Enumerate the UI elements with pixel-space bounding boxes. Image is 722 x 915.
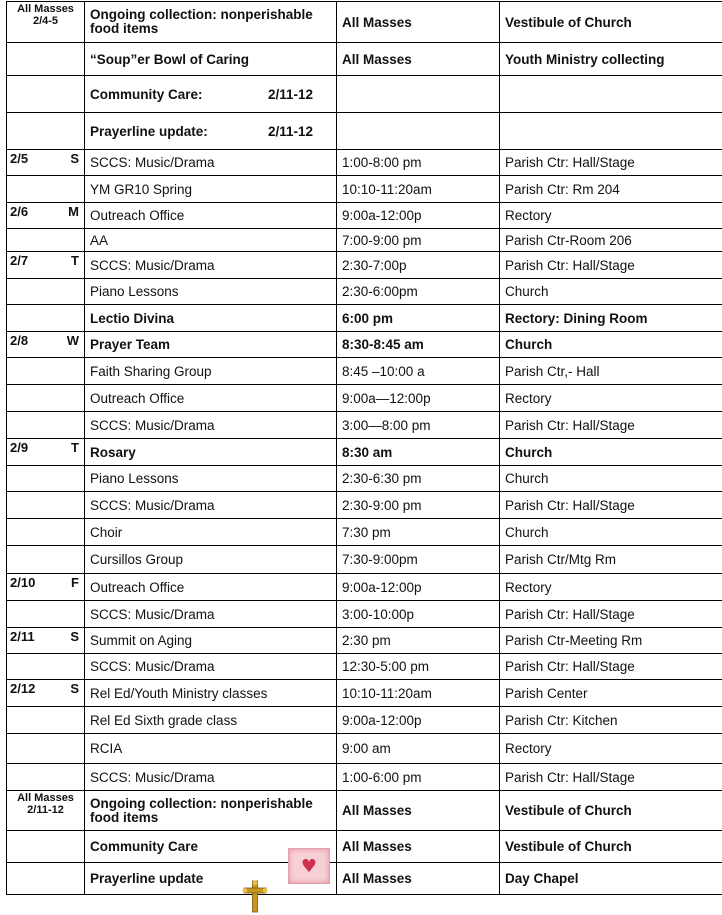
event-cell: Rel Ed Sixth grade class: [85, 707, 337, 734]
location-cell: Church: [500, 439, 722, 466]
date-cell: [7, 734, 85, 764]
location-cell: Rectory: [500, 574, 722, 601]
location-cell: Parish Ctr/Mtg Rm: [500, 546, 722, 574]
time-cell: 3:00—8:00 pm: [337, 412, 500, 439]
date-cell: [7, 546, 85, 574]
event-cell: Prayer Team: [85, 332, 337, 358]
table-row: [7, 113, 722, 150]
table-row: [7, 707, 722, 734]
event-cell: Rel Ed/Youth Ministry classes: [85, 680, 337, 707]
event-date: 2/11-12: [267, 86, 313, 102]
event-cell: SCCS: Music/Drama: [85, 654, 337, 680]
event-cell: Community Care: [85, 831, 337, 863]
event-cell: Faith Sharing Group: [85, 358, 337, 385]
date-number: 2/7: [10, 253, 29, 268]
table-row: [7, 439, 722, 466]
time-cell: All Masses: [337, 43, 500, 76]
schedule-body: [7, 2, 722, 895]
date-number: 2/8: [10, 333, 29, 348]
event-label: Community Care:: [90, 86, 203, 102]
time-cell: 2:30 pm: [337, 628, 500, 654]
table-row: [7, 150, 722, 176]
date-cell: [7, 150, 85, 176]
location-cell: Parish Ctr-Room 206: [500, 229, 722, 252]
event-cell: Outreach Office: [85, 574, 337, 601]
time-cell: 9:00a-12:00p: [337, 574, 500, 601]
time-cell: All Masses: [337, 863, 500, 895]
table-row: [7, 764, 722, 791]
masses-date-cell: All Masses 2/11-12: [7, 791, 85, 831]
location-cell: Vestibule of Church: [500, 2, 722, 43]
event-cell: Piano Lessons: [85, 279, 337, 305]
table-row: [7, 412, 722, 439]
day-letter: S: [70, 629, 79, 644]
schedule-table: [6, 1, 722, 895]
table-row: [7, 863, 722, 895]
time-cell: 1:00-8:00 pm: [337, 150, 500, 176]
date-number: 2/5: [10, 151, 29, 166]
location-cell: [500, 113, 722, 150]
location-cell: Parish Ctr: Hall/Stage: [500, 252, 722, 279]
time-cell: 9:00 am: [337, 734, 500, 764]
date-cell: [7, 43, 85, 76]
time-cell: [337, 76, 500, 113]
event-cell: Ongoing collection: nonperishable food items: [85, 791, 337, 831]
location-cell: Youth Ministry collecting: [500, 43, 722, 76]
day-letter: T: [71, 440, 79, 455]
table-row: [7, 628, 722, 654]
location-cell: Parish Ctr: Hall/Stage: [500, 492, 722, 519]
date-cell: [7, 176, 85, 203]
table-row: [7, 305, 722, 332]
date-cell: [7, 574, 85, 601]
date-cell: [7, 492, 85, 519]
location-cell: Rectory: [500, 734, 722, 764]
day-letter: M: [68, 204, 79, 219]
location-cell: Parish Ctr: Hall/Stage: [500, 412, 722, 439]
date-number: 2/12: [10, 681, 36, 696]
date-number: 2/11: [10, 629, 35, 644]
time-cell: 6:00 pm: [337, 305, 500, 332]
time-cell: 9:00a-12:00p: [337, 707, 500, 734]
event-cell: SCCS: Music/Drama: [85, 601, 337, 628]
time-cell: All Masses: [337, 831, 500, 863]
event-cell: Ongoing collection: nonperishable food items: [85, 2, 337, 43]
day-letter: T: [71, 253, 79, 268]
location-cell: Parish Ctr: Rm 204: [500, 176, 722, 203]
date-cell: [7, 203, 85, 229]
table-row: [7, 229, 722, 252]
table-row: [7, 654, 722, 680]
time-cell: 7:30 pm: [337, 519, 500, 546]
event-label: Prayerline update:: [90, 123, 208, 139]
time-cell: 7:30-9:00pm: [337, 546, 500, 574]
table-row: [7, 385, 722, 412]
date-cell: [7, 707, 85, 734]
location-cell: Church: [500, 332, 722, 358]
date-cell: [7, 519, 85, 546]
heart-icon: ♥: [288, 848, 330, 884]
location-cell: Rectory: [500, 385, 722, 412]
location-cell: Parish Ctr: Hall/Stage: [500, 150, 722, 176]
date-cell: [7, 654, 85, 680]
location-cell: Rectory: [500, 203, 722, 229]
day-letter: F: [71, 575, 79, 590]
date-cell: [7, 863, 85, 895]
table-row: [7, 176, 722, 203]
date-cell: [7, 628, 85, 654]
location-cell: Parish Ctr: Hall/Stage: [500, 764, 722, 791]
time-cell: 8:30-8:45 am: [337, 332, 500, 358]
date-cell: [7, 831, 85, 863]
event-cell: Choir: [85, 519, 337, 546]
date-cell: [7, 764, 85, 791]
table-row: [7, 332, 722, 358]
event-date: 2/11-12: [267, 123, 313, 139]
table-row: [7, 279, 722, 305]
location-cell: Parish Ctr-Meeting Rm: [500, 628, 722, 654]
table-row: [7, 76, 722, 113]
date-cell: [7, 229, 85, 252]
event-cell: SCCS: Music/Drama: [85, 492, 337, 519]
location-cell: Vestibule of Church: [500, 831, 722, 863]
day-letter: W: [66, 333, 79, 348]
date-cell: [7, 332, 85, 358]
location-cell: Parish Ctr,- Hall: [500, 358, 722, 385]
table-row: [7, 546, 722, 574]
table-row: [7, 574, 722, 601]
date-cell: [7, 412, 85, 439]
table-row: [7, 358, 722, 385]
event-cell: Rosary: [85, 439, 337, 466]
time-cell: 9:00a—12:00p: [337, 385, 500, 412]
time-cell: 8:30 am: [337, 439, 500, 466]
day-letter: S: [70, 681, 79, 696]
table-row: [7, 734, 722, 764]
location-cell: Church: [500, 519, 722, 546]
date-cell: [7, 601, 85, 628]
time-cell: 9:00a-12:00p: [337, 203, 500, 229]
location-cell: Parish Center: [500, 680, 722, 707]
event-cell: [85, 113, 337, 150]
table-row: [7, 2, 722, 43]
table-row: [7, 43, 722, 76]
location-cell: Parish Ctr: Kitchen: [500, 707, 722, 734]
event-cell: SCCS: Music/Drama: [85, 150, 337, 176]
event-cell: Prayerline update: [85, 863, 337, 895]
time-cell: 2:30-6:00pm: [337, 279, 500, 305]
table-row: [7, 492, 722, 519]
time-cell: 3:00-10:00p: [337, 601, 500, 628]
event-cell: “Soup”er Bowl of Caring: [85, 43, 337, 76]
time-cell: 2:30-6:30 pm: [337, 466, 500, 492]
date-cell: [7, 680, 85, 707]
location-cell: Rectory: Dining Room: [500, 305, 722, 332]
event-cell: Cursillos Group: [85, 546, 337, 574]
table-row: [7, 601, 722, 628]
event-cell: YM GR10 Spring: [85, 176, 337, 203]
date-number: 2/6: [10, 204, 29, 219]
date-number: 2/9: [10, 440, 29, 455]
date-cell: [7, 76, 85, 113]
table-row: [7, 519, 722, 546]
time-cell: 7:00-9:00 pm: [337, 229, 500, 252]
date-number: 2/10: [10, 575, 36, 590]
event-cell: Lectio Divina: [85, 305, 337, 332]
location-cell: Day Chapel: [500, 863, 722, 895]
location-cell: Church: [500, 466, 722, 492]
event-cell: RCIA: [85, 734, 337, 764]
time-cell: All Masses: [337, 791, 500, 831]
date-cell: [7, 466, 85, 492]
event-cell: SCCS: Music/Drama: [85, 252, 337, 279]
time-cell: 1:00-6:00 pm: [337, 764, 500, 791]
date-cell: [7, 113, 85, 150]
table-row: [7, 680, 722, 707]
location-cell: Vestibule of Church: [500, 791, 722, 831]
event-cell: Summit on Aging: [85, 628, 337, 654]
event-cell: AA: [85, 229, 337, 252]
date-cell: [7, 439, 85, 466]
location-cell: Church: [500, 279, 722, 305]
date-cell: [7, 305, 85, 332]
location-cell: [500, 76, 722, 113]
time-cell: 8:45 –10:00 a: [337, 358, 500, 385]
location-cell: Parish Ctr: Hall/Stage: [500, 601, 722, 628]
time-cell: 12:30-5:00 pm: [337, 654, 500, 680]
event-cell: Outreach Office: [85, 203, 337, 229]
date-cell: [7, 385, 85, 412]
event-cell: SCCS: Music/Drama: [85, 764, 337, 791]
masses-date-cell: All Masses 2/4-5: [7, 2, 85, 43]
time-cell: [337, 113, 500, 150]
event-cell: Piano Lessons: [85, 466, 337, 492]
table-row: [7, 831, 722, 863]
table-row: [7, 466, 722, 492]
time-cell: 2:30-7:00p: [337, 252, 500, 279]
table-row: [7, 791, 722, 831]
date-cell: [7, 358, 85, 385]
table-row: [7, 203, 722, 229]
time-cell: 10:10-11:20am: [337, 680, 500, 707]
table-row: [7, 252, 722, 279]
date-cell: [7, 279, 85, 305]
location-cell: Parish Ctr: Hall/Stage: [500, 654, 722, 680]
cross-icon: [240, 880, 270, 914]
time-cell: 10:10-11:20am: [337, 176, 500, 203]
event-cell: [85, 76, 337, 113]
event-cell: SCCS: Music/Drama: [85, 412, 337, 439]
time-cell: All Masses: [337, 2, 500, 43]
event-cell: Outreach Office: [85, 385, 337, 412]
day-letter: S: [70, 151, 79, 166]
time-cell: 2:30-9:00 pm: [337, 492, 500, 519]
date-cell: [7, 252, 85, 279]
